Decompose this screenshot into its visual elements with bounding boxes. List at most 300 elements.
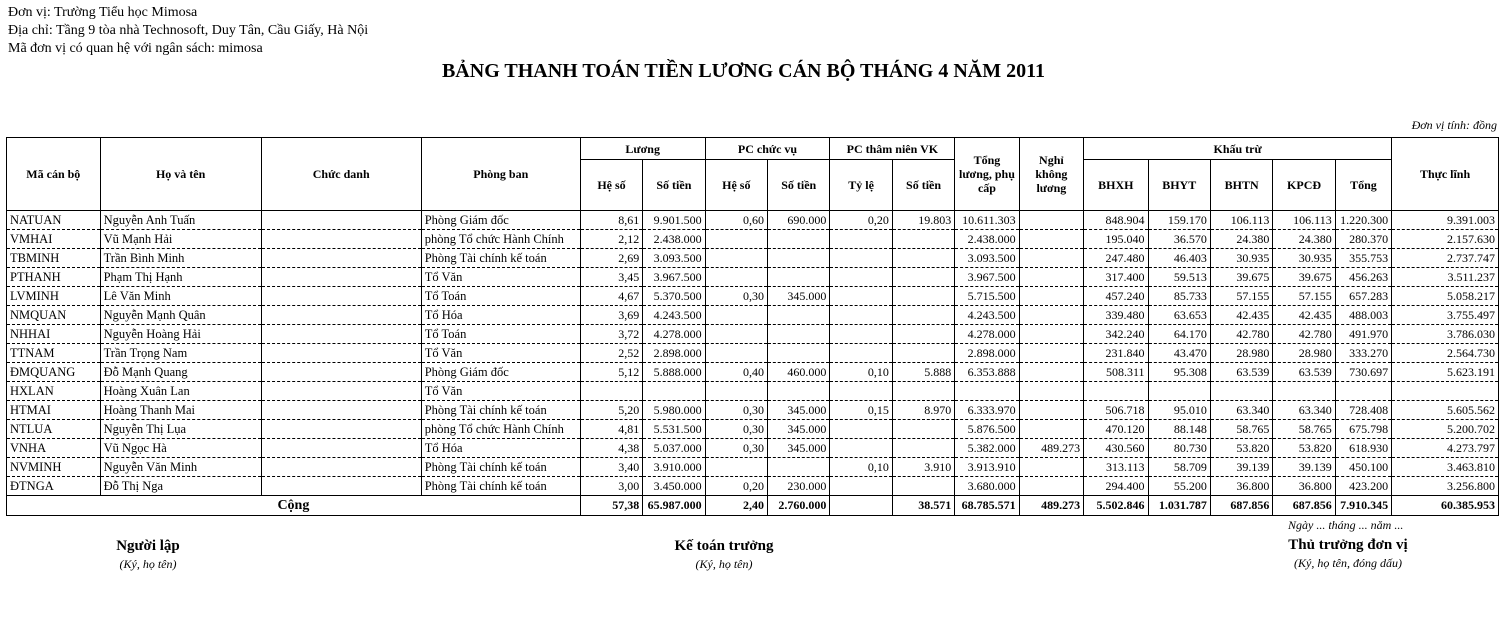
cell-seniority-amount [892, 287, 954, 306]
cell-bhtn: 63.340 [1210, 401, 1272, 420]
cell-bhtn [1210, 382, 1272, 401]
cell-position [261, 477, 421, 496]
cell-position-amount [768, 306, 830, 325]
col-header-salary-amount: Số tiền [643, 160, 705, 211]
cell-salary-amount: 3.450.000 [643, 477, 705, 496]
col-header-bhxh: BHXH [1084, 160, 1148, 211]
cell-net-pay: 3.463.810 [1392, 458, 1499, 477]
cell-salary-amount: 3.910.000 [643, 458, 705, 477]
cell-seniority-rate [830, 344, 892, 363]
cell-department: Phòng Tài chính kế toán [421, 249, 580, 268]
cell-bhyt: 159.170 [1148, 211, 1210, 230]
cell-total-pay: 5.715.500 [955, 287, 1019, 306]
cell-seniority-rate [830, 439, 892, 458]
cell-deduction-total: 355.753 [1335, 249, 1391, 268]
cell-seniority-rate: 0,10 [830, 458, 892, 477]
cell-deduction-total: 675.798 [1335, 420, 1391, 439]
cell-seniority-amount [892, 344, 954, 363]
table-row [7, 420, 1499, 439]
cell-department: phòng Tổ chức Hành Chính [421, 230, 580, 249]
cell-deduction-total: 1.220.300 [1335, 211, 1391, 230]
table-row [7, 249, 1499, 268]
cell-kpcd: 63.340 [1273, 401, 1335, 420]
cell-salary-coefficient: 2,52 [580, 344, 642, 363]
cell-salary-amount: 4.243.500 [643, 306, 705, 325]
cell-total-pay: 4.243.500 [955, 306, 1019, 325]
cell-deduction-total: 728.408 [1335, 401, 1391, 420]
cell-total-pay: 3.913.910 [955, 458, 1019, 477]
cell-position [261, 249, 421, 268]
signature-accountant [634, 536, 814, 572]
cell-bhyt: 95.308 [1148, 363, 1210, 382]
cell-full-name: Hoàng Xuân Lan [100, 382, 261, 401]
cell-bhxh: 231.840 [1084, 344, 1148, 363]
cell-position [261, 268, 421, 287]
cell-total-pay: 2.898.000 [955, 344, 1019, 363]
table-row [7, 211, 1499, 230]
cell-position-coefficient [705, 268, 767, 287]
cell-staff-code: NVMINH [7, 458, 101, 477]
cell-total-pay: 3.967.500 [955, 268, 1019, 287]
cell-total-pay: 5.382.000 [955, 439, 1019, 458]
total-kpcd: 687.856 [1273, 496, 1335, 516]
table-row [7, 325, 1499, 344]
cell-net-pay: 5.605.562 [1392, 401, 1499, 420]
cell-salary-coefficient: 3,72 [580, 325, 642, 344]
cell-unpaid-leave [1019, 458, 1083, 477]
col-header-department: Phòng ban [421, 138, 580, 211]
cell-salary-amount: 2.438.000 [643, 230, 705, 249]
cell-unpaid-leave [1019, 249, 1083, 268]
cell-bhyt: 46.403 [1148, 249, 1210, 268]
cell-unpaid-leave [1019, 287, 1083, 306]
cell-bhxh: 457.240 [1084, 287, 1148, 306]
cell-unpaid-leave [1019, 401, 1083, 420]
cell-net-pay: 2.737.747 [1392, 249, 1499, 268]
cell-position [261, 211, 421, 230]
total-salary-coefficient: 57,38 [580, 496, 642, 516]
cell-full-name: Nguyễn Anh Tuấn [100, 211, 261, 230]
col-header-salary: Lương [580, 138, 705, 160]
cell-department: Phòng Giám đốc [421, 363, 580, 382]
table-row [7, 268, 1499, 287]
cell-bhtn: 39.139 [1210, 458, 1272, 477]
cell-bhyt: 85.733 [1148, 287, 1210, 306]
col-header-deductions: Khấu trừ [1084, 138, 1392, 160]
table-row [7, 439, 1499, 458]
cell-unpaid-leave [1019, 420, 1083, 439]
cell-bhtn: 42.780 [1210, 325, 1272, 344]
cell-full-name: Vũ Mạnh Hải [100, 230, 261, 249]
cell-kpcd: 42.435 [1273, 306, 1335, 325]
cell-kpcd: 57.155 [1273, 287, 1335, 306]
cell-position-coefficient: 0,30 [705, 420, 767, 439]
cell-full-name: Nguyễn Thị Lụa [100, 420, 261, 439]
cell-bhxh: 313.113 [1084, 458, 1148, 477]
col-header-kpcd: KPCĐ [1273, 160, 1335, 211]
cell-seniority-amount: 19.803 [892, 211, 954, 230]
cell-position-amount [768, 268, 830, 287]
cell-staff-code: NMQUAN [7, 306, 101, 325]
cell-bhtn: 57.155 [1210, 287, 1272, 306]
total-bhtn: 687.856 [1210, 496, 1272, 516]
col-header-bhyt: BHYT [1148, 160, 1210, 211]
document-title: BẢNG THANH TOÁN TIỀN LƯƠNG CÁN BỘ THÁNG 4 NĂM 2011 [441, 60, 1046, 82]
cell-full-name: Hoàng Thanh Mai [100, 401, 261, 420]
cell-kpcd: 39.139 [1273, 458, 1335, 477]
cell-department: phòng Tổ chức Hành Chính [421, 420, 580, 439]
cell-staff-code: VMHAI [7, 230, 101, 249]
cell-salary-coefficient: 3,45 [580, 268, 642, 287]
cell-seniority-amount [892, 477, 954, 496]
cell-position-coefficient: 0,30 [705, 439, 767, 458]
cell-position-amount: 345.000 [768, 439, 830, 458]
cell-bhxh: 317.400 [1084, 268, 1148, 287]
preparer-note: (Ký, họ tên) [119, 557, 177, 571]
preparer-title: Người lập [116, 538, 180, 554]
cell-kpcd [1273, 382, 1335, 401]
cell-total-pay: 3.680.000 [955, 477, 1019, 496]
cell-bhtn: 63.539 [1210, 363, 1272, 382]
cell-position [261, 458, 421, 477]
cell-position-amount: 230.000 [768, 477, 830, 496]
cell-unpaid-leave [1019, 344, 1083, 363]
cell-deduction-total: 333.270 [1335, 344, 1391, 363]
cell-staff-code: NTLUA [7, 420, 101, 439]
cell-deduction-total: 657.283 [1335, 287, 1391, 306]
cell-seniority-amount [892, 268, 954, 287]
cell-position-coefficient: 0,40 [705, 363, 767, 382]
cell-seniority-amount: 3.910 [892, 458, 954, 477]
cell-deduction-total: 450.100 [1335, 458, 1391, 477]
cell-salary-coefficient: 5,12 [580, 363, 642, 382]
cell-deduction-total: 730.697 [1335, 363, 1391, 382]
col-header-position-amount: Số tiền [768, 160, 830, 211]
head-note: (Ký, họ tên, đóng dấu) [1294, 556, 1402, 570]
cell-position [261, 382, 421, 401]
cell-staff-code: ĐTNGA [7, 477, 101, 496]
cell-unpaid-leave [1019, 230, 1083, 249]
cell-salary-coefficient: 8,61 [580, 211, 642, 230]
col-header-position-allowance: PC chức vụ [705, 138, 830, 160]
cell-bhxh: 247.480 [1084, 249, 1148, 268]
cell-bhxh: 470.120 [1084, 420, 1148, 439]
cell-bhyt: 80.730 [1148, 439, 1210, 458]
cell-department: Tổ Văn [421, 268, 580, 287]
cell-staff-code: LVMINH [7, 287, 101, 306]
total-seniority-amount: 38.571 [892, 496, 954, 516]
cell-salary-coefficient: 2,69 [580, 249, 642, 268]
totals-label: Cộng [7, 496, 581, 516]
table-row [7, 344, 1499, 363]
cell-net-pay: 2.157.630 [1392, 230, 1499, 249]
cell-salary-amount: 5.531.500 [643, 420, 705, 439]
cell-bhtn: 106.113 [1210, 211, 1272, 230]
cell-kpcd: 39.675 [1273, 268, 1335, 287]
cell-seniority-rate [830, 287, 892, 306]
cell-position-amount: 345.000 [768, 420, 830, 439]
cell-deduction-total: 618.930 [1335, 439, 1391, 458]
cell-bhtn: 39.675 [1210, 268, 1272, 287]
total-bhyt: 1.031.787 [1148, 496, 1210, 516]
cell-position-coefficient [705, 344, 767, 363]
cell-bhxh: 195.040 [1084, 230, 1148, 249]
cell-salary-coefficient: 3,00 [580, 477, 642, 496]
cell-bhyt: 58.709 [1148, 458, 1210, 477]
signature-preparer [78, 536, 218, 572]
cell-total-pay: 6.353.888 [955, 363, 1019, 382]
cell-staff-code: NATUAN [7, 211, 101, 230]
cell-position-amount: 460.000 [768, 363, 830, 382]
total-unpaid-leave: 489.273 [1019, 496, 1083, 516]
cell-total-pay [955, 382, 1019, 401]
cell-net-pay: 2.564.730 [1392, 344, 1499, 363]
cell-deduction-total: 491.970 [1335, 325, 1391, 344]
cell-seniority-rate: 0,15 [830, 401, 892, 420]
cell-unpaid-leave [1019, 268, 1083, 287]
cell-salary-amount: 3.093.500 [643, 249, 705, 268]
cell-department: Tổ Hóa [421, 306, 580, 325]
cell-staff-code: VNHA [7, 439, 101, 458]
cell-net-pay: 4.273.797 [1392, 439, 1499, 458]
cell-net-pay: 3.511.237 [1392, 268, 1499, 287]
cell-salary-amount: 2.898.000 [643, 344, 705, 363]
col-header-position-coefficient: Hệ số [705, 160, 767, 211]
col-header-total-pay: Tổng lương, phụ cấp [955, 138, 1019, 211]
cell-full-name: Vũ Ngọc Hà [100, 439, 261, 458]
table-row [7, 382, 1499, 401]
col-header-seniority-allowance: PC thâm niên VK [830, 138, 955, 160]
cell-department: Tổ Văn [421, 382, 580, 401]
cell-seniority-rate [830, 382, 892, 401]
cell-bhxh: 339.480 [1084, 306, 1148, 325]
cell-kpcd: 53.820 [1273, 439, 1335, 458]
cell-department: Phòng Giám đốc [421, 211, 580, 230]
cell-department: Phòng Tài chính kế toán [421, 458, 580, 477]
accountant-note: (Ký, họ tên) [695, 557, 753, 571]
cell-bhyt: 59.513 [1148, 268, 1210, 287]
cell-total-pay: 2.438.000 [955, 230, 1019, 249]
cell-total-pay: 6.333.970 [955, 401, 1019, 420]
cell-seniority-rate [830, 420, 892, 439]
cell-salary-amount: 3.967.500 [643, 268, 705, 287]
cell-seniority-rate [830, 325, 892, 344]
cell-full-name: Nguyễn Mạnh Quân [100, 306, 261, 325]
cell-position [261, 230, 421, 249]
cell-kpcd: 30.935 [1273, 249, 1335, 268]
cell-kpcd: 24.380 [1273, 230, 1335, 249]
cell-salary-coefficient: 3,40 [580, 458, 642, 477]
cell-unpaid-leave [1019, 363, 1083, 382]
total-net-pay: 60.385.953 [1392, 496, 1499, 516]
cell-position [261, 363, 421, 382]
col-header-seniority-rate: Tỷ lệ [830, 160, 892, 211]
cell-bhyt: 63.653 [1148, 306, 1210, 325]
cell-position [261, 401, 421, 420]
cell-kpcd: 106.113 [1273, 211, 1335, 230]
unit-name: Đơn vị: Trường Tiểu học Mimosa [8, 5, 198, 20]
cell-salary-coefficient: 3,69 [580, 306, 642, 325]
table-row [7, 363, 1499, 382]
date-line: Ngày ... tháng ... năm ... [1288, 518, 1404, 532]
cell-full-name: Phạm Thị Hạnh [100, 268, 261, 287]
cell-unpaid-leave [1019, 211, 1083, 230]
cell-kpcd: 42.780 [1273, 325, 1335, 344]
cell-total-pay: 4.278.000 [955, 325, 1019, 344]
signature-head [1258, 535, 1438, 571]
cell-seniority-amount: 5.888 [892, 363, 954, 382]
cell-bhyt [1148, 382, 1210, 401]
cell-staff-code: HTMAI [7, 401, 101, 420]
cell-deduction-total [1335, 382, 1391, 401]
cell-bhyt: 43.470 [1148, 344, 1210, 363]
cell-total-pay: 3.093.500 [955, 249, 1019, 268]
total-deduction-total: 7.910.345 [1335, 496, 1391, 516]
cell-bhxh: 848.904 [1084, 211, 1148, 230]
cell-position-coefficient [705, 249, 767, 268]
cell-seniority-rate [830, 306, 892, 325]
cell-full-name: Nguyễn Văn Minh [100, 458, 261, 477]
cell-seniority-rate: 0,10 [830, 363, 892, 382]
total-position-coefficient: 2,40 [705, 496, 767, 516]
cell-bhxh: 506.718 [1084, 401, 1148, 420]
cell-bhxh: 430.560 [1084, 439, 1148, 458]
table-row [7, 458, 1499, 477]
cell-deduction-total: 488.003 [1335, 306, 1391, 325]
cell-position-amount [768, 230, 830, 249]
cell-kpcd: 63.539 [1273, 363, 1335, 382]
cell-bhtn: 42.435 [1210, 306, 1272, 325]
cell-seniority-amount [892, 230, 954, 249]
cell-bhxh: 342.240 [1084, 325, 1148, 344]
cell-salary-coefficient: 4,67 [580, 287, 642, 306]
cell-seniority-amount [892, 382, 954, 401]
accountant-title: Kế toán trưởng [674, 538, 774, 554]
cell-deduction-total: 280.370 [1335, 230, 1391, 249]
cell-seniority-rate [830, 477, 892, 496]
cell-total-pay: 10.611.303 [955, 211, 1019, 230]
cell-bhyt: 55.200 [1148, 477, 1210, 496]
col-header-bhtn: BHTN [1210, 160, 1272, 211]
col-header-staff-code: Mã cán bộ [7, 138, 101, 211]
col-header-unpaid-leave: Nghỉ không lương [1019, 138, 1083, 211]
cell-bhtn: 24.380 [1210, 230, 1272, 249]
total-position-amount: 2.760.000 [768, 496, 830, 516]
total-seniority-rate [830, 496, 892, 516]
cell-unpaid-leave [1019, 382, 1083, 401]
cell-position-amount [768, 382, 830, 401]
cell-position [261, 420, 421, 439]
cell-position-coefficient: 0,20 [705, 477, 767, 496]
cell-full-name: Đỗ Thị Nga [100, 477, 261, 496]
cell-staff-code: ĐMQUANG [7, 363, 101, 382]
cell-position-amount [768, 344, 830, 363]
col-header-position: Chức danh [261, 138, 421, 211]
cell-position-coefficient: 0,30 [705, 401, 767, 420]
cell-salary-coefficient: 4,38 [580, 439, 642, 458]
cell-unpaid-leave: 489.273 [1019, 439, 1083, 458]
cell-seniority-rate [830, 268, 892, 287]
cell-net-pay: 3.786.030 [1392, 325, 1499, 344]
cell-kpcd: 28.980 [1273, 344, 1335, 363]
cell-salary-amount: 5.037.000 [643, 439, 705, 458]
cell-position-amount [768, 249, 830, 268]
cell-unpaid-leave [1019, 325, 1083, 344]
cell-full-name: Lê Văn Minh [100, 287, 261, 306]
cell-bhtn: 28.980 [1210, 344, 1272, 363]
cell-position-coefficient: 0,60 [705, 211, 767, 230]
cell-staff-code: PTHANH [7, 268, 101, 287]
cell-seniority-amount: 8.970 [892, 401, 954, 420]
cell-deduction-total: 423.200 [1335, 477, 1391, 496]
cell-department: Phòng Tài chính kế toán [421, 477, 580, 496]
cell-position-coefficient [705, 325, 767, 344]
cell-position-amount [768, 325, 830, 344]
cell-net-pay: 5.200.702 [1392, 420, 1499, 439]
cell-bhtn: 36.800 [1210, 477, 1272, 496]
cell-staff-code: HXLAN [7, 382, 101, 401]
cell-department: Tổ Văn [421, 344, 580, 363]
cell-bhyt: 95.010 [1148, 401, 1210, 420]
currency-unit-note: Đơn vị tính: đồng [1411, 118, 1497, 132]
cell-seniority-amount [892, 439, 954, 458]
cell-bhyt: 88.148 [1148, 420, 1210, 439]
cell-position [261, 287, 421, 306]
cell-seniority-rate [830, 230, 892, 249]
cell-bhyt: 36.570 [1148, 230, 1210, 249]
cell-bhtn: 30.935 [1210, 249, 1272, 268]
cell-position [261, 306, 421, 325]
cell-position [261, 439, 421, 458]
cell-position-amount: 690.000 [768, 211, 830, 230]
cell-deduction-total: 456.263 [1335, 268, 1391, 287]
cell-net-pay: 5.623.191 [1392, 363, 1499, 382]
cell-full-name: Nguyễn Hoàng Hải [100, 325, 261, 344]
cell-full-name: Đỗ Mạnh Quang [100, 363, 261, 382]
cell-seniority-amount [892, 420, 954, 439]
cell-seniority-rate [830, 249, 892, 268]
payroll-table [6, 137, 1499, 516]
cell-bhtn: 58.765 [1210, 420, 1272, 439]
cell-staff-code: TBMINH [7, 249, 101, 268]
cell-position-amount [768, 458, 830, 477]
total-bhxh: 5.502.846 [1084, 496, 1148, 516]
col-header-net-pay: Thực lĩnh [1392, 138, 1499, 211]
cell-position-coefficient [705, 306, 767, 325]
cell-salary-coefficient: 2,12 [580, 230, 642, 249]
table-row [7, 306, 1499, 325]
cell-bhxh: 508.311 [1084, 363, 1148, 382]
cell-department: Tổ Toán [421, 287, 580, 306]
cell-bhtn: 53.820 [1210, 439, 1272, 458]
cell-staff-code: TTNAM [7, 344, 101, 363]
cell-department: Phòng Tài chính kế toán [421, 401, 580, 420]
cell-unpaid-leave [1019, 477, 1083, 496]
cell-seniority-amount [892, 306, 954, 325]
col-header-seniority-amount: Số tiền [892, 160, 954, 211]
col-header-full-name: Họ và tên [100, 138, 261, 211]
cell-salary-amount: 9.901.500 [643, 211, 705, 230]
cell-bhxh [1084, 382, 1148, 401]
total-total-pay: 68.785.571 [955, 496, 1019, 516]
totals-row [7, 496, 1499, 516]
unit-address: Địa chỉ: Tầng 9 tòa nhà Technosoft, Duy Tân, Cầu Giấy, Hà Nội [8, 23, 369, 38]
cell-salary-coefficient: 4,81 [580, 420, 642, 439]
table-row [7, 401, 1499, 420]
cell-staff-code: NHHAI [7, 325, 101, 344]
cell-salary-amount: 4.278.000 [643, 325, 705, 344]
head-title: Thủ trưởng đơn vị [1288, 537, 1408, 553]
